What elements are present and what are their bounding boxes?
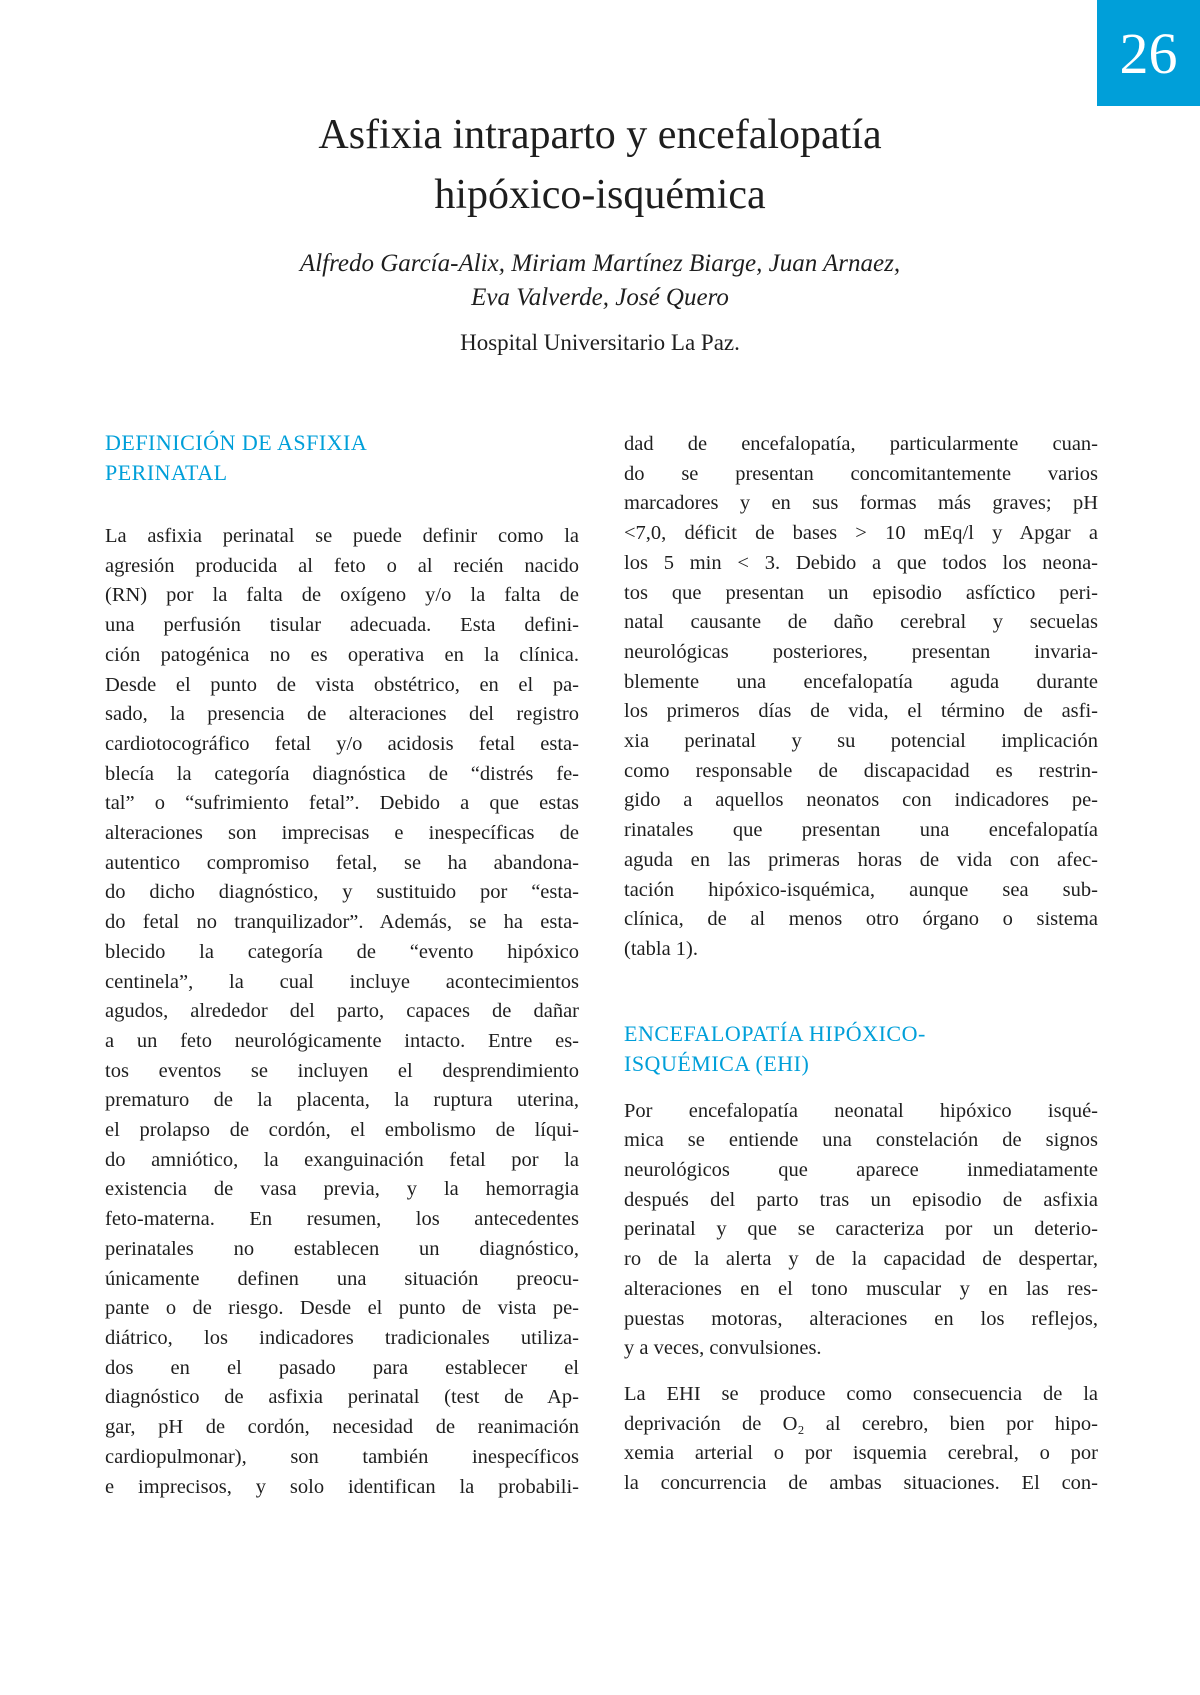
heading-line: DEFINICIÓN DE ASFIXIA bbox=[105, 430, 368, 455]
text-line: do dicho diagnóstico, y sustituido por “esta- bbox=[105, 881, 579, 904]
text-line: rinatales que presentan una encefalopatía bbox=[624, 819, 1098, 842]
text-line: agudos, alrededor del parto, capaces de dañar bbox=[105, 1000, 579, 1023]
text-line: blemente una encefalopatía aguda durante bbox=[624, 670, 1098, 693]
text-line: existencia de vasa previa, y la hemorragia bbox=[105, 1178, 579, 1201]
text-line: los primeros días de vida, el término de asfi- bbox=[624, 700, 1098, 723]
left-column bbox=[105, 428, 579, 1516]
affiliation: Hospital Universitario La Paz. bbox=[460, 330, 740, 355]
authors-line: Alfredo García-Alix, Miriam Martínez Biarge, Juan Arnaez, bbox=[299, 250, 901, 277]
text-line: do fetal no tranquilizador”. Además, se ha esta- bbox=[105, 911, 579, 934]
title-line: Asfixia intraparto y encefalopatía bbox=[318, 112, 882, 158]
text-line: xia perinatal y su potencial implicación bbox=[624, 730, 1098, 753]
section-heading-ehi bbox=[624, 1019, 1098, 1079]
body-paragraph bbox=[624, 1097, 1098, 1364]
body-paragraph bbox=[105, 522, 579, 1502]
text-line: después del parto tras un episodio de asfixia bbox=[624, 1188, 1098, 1211]
text-line: mica se entiende una constelación de signos bbox=[624, 1129, 1098, 1152]
text-line: gido a aquellos neonatos con indicadores pe- bbox=[624, 789, 1098, 812]
text-line: tos eventos se incluyen el desprendimiento bbox=[105, 1059, 579, 1082]
title-line: hipóxico-isquémica bbox=[434, 172, 766, 218]
heading-line: ISQUÉMICA (EHI) bbox=[624, 1050, 810, 1076]
text-line: (RN) por la falta de oxígeno y/o la falta de bbox=[105, 584, 579, 607]
text-line: a un feto neurológicamente intacto. Entre es- bbox=[105, 1029, 579, 1052]
right-column bbox=[624, 430, 1098, 1513]
body-paragraph bbox=[624, 430, 1098, 965]
text-line: una perfusión tisular adecuada. Esta defini- bbox=[105, 614, 579, 637]
text-line: clínica, de al menos otro órgano o sistema bbox=[624, 908, 1098, 931]
text-line: tación hipóxico-isquémica, aunque sea sub- bbox=[624, 878, 1098, 901]
text-line: pante o de riesgo. Desde el punto de vista pe- bbox=[105, 1297, 579, 1320]
text-line: alteraciones son imprecisas e inespecíficas de bbox=[105, 822, 579, 845]
text-line: marcadores y en sus formas más graves; pH bbox=[624, 492, 1098, 515]
section-heading-definicion bbox=[105, 428, 579, 488]
text-line: <7,0, déficit de bases > 10 mEq/l y Apgar a bbox=[624, 522, 1098, 545]
text-line: diátrico, los indicadores tradicionales utiliza- bbox=[105, 1326, 579, 1349]
text-line: ro de la alerta y de la capacidad de despertar, bbox=[624, 1248, 1098, 1271]
text-line: prematuro de la placenta, la ruptura uterina, bbox=[105, 1089, 579, 1112]
text-line: Por encefalopatía neonatal hipóxico isqué- bbox=[624, 1099, 1098, 1122]
text-line: ción patogénica no es operativa en la clínica. bbox=[105, 643, 579, 666]
text-line: puestas motoras, alteraciones en los reflejos, bbox=[624, 1307, 1098, 1330]
chapter-number-badge: 26 bbox=[1097, 0, 1200, 106]
heading-line: ENCEFALOPATÍA HIPÓXICO- bbox=[624, 1020, 926, 1046]
text-line: diagnóstico de asfixia perinatal (test de Ap- bbox=[105, 1386, 579, 1409]
text-line: gar, pH de cordón, necesidad de reanimación bbox=[105, 1416, 579, 1439]
text-line: perinatales no establecen un diagnóstico, bbox=[105, 1237, 579, 1260]
text-line: feto-materna. En resumen, los antecedentes bbox=[105, 1208, 579, 1231]
text-line: xemia arterial o por isquemia cerebral, o por bbox=[624, 1442, 1098, 1465]
text-line: sado, la presencia de alteraciones del registro bbox=[105, 703, 579, 726]
text-line: blecía la categoría diagnóstica de “distrés fe- bbox=[105, 762, 579, 785]
text-line: e imprecisos, y solo identifican la probabili- bbox=[105, 1475, 579, 1498]
text-line: tal” o “sufrimiento fetal”. Debido a que estas bbox=[105, 792, 579, 815]
text-line: neurológicos que aparece inmediatamente bbox=[624, 1159, 1098, 1182]
body-paragraph bbox=[624, 1380, 1098, 1499]
text-line: La asfixia perinatal se puede definir como la bbox=[105, 525, 579, 547]
chapter-title bbox=[110, 105, 1090, 225]
text-line: do se presentan concomitantemente varios bbox=[624, 462, 1098, 485]
text-line: agresión producida al feto o al recién nacido bbox=[105, 554, 579, 577]
heading-line: PERINATAL bbox=[105, 460, 228, 485]
text-line: y a veces, convulsiones. bbox=[624, 1337, 822, 1360]
text-line: centinela”, la cual incluye acontecimientos bbox=[105, 970, 579, 993]
text-line: perinatal y que se caracteriza por un deterio- bbox=[624, 1218, 1098, 1241]
text-line: como responsable de discapacidad es restrin- bbox=[624, 759, 1098, 782]
authors bbox=[110, 247, 1090, 315]
text-line: cardiopulmonar), son también inespecíficos bbox=[105, 1445, 579, 1468]
text-line: alteraciones en el tono muscular y en las res- bbox=[624, 1277, 1098, 1300]
text-line: los 5 min < 3. Debido a que todos los neona- bbox=[624, 551, 1098, 574]
text-line: aguda en las primeras horas de vida con afec- bbox=[624, 848, 1098, 871]
text-line: blecido la categoría de “evento hipóxico bbox=[105, 940, 579, 963]
text-line: la concurrencia de ambas situaciones. El con- bbox=[624, 1472, 1098, 1495]
text-line: autentico compromiso fetal, se ha abandona- bbox=[105, 851, 579, 874]
text-line: (tabla 1). bbox=[624, 937, 698, 960]
text-line: do amniótico, la exanguinación fetal por la bbox=[105, 1148, 579, 1171]
text-line: el prolapso de cordón, el embolismo de líqui- bbox=[105, 1119, 579, 1142]
text-line: La EHI se produce como consecuencia de la bbox=[624, 1382, 1098, 1405]
text-line: tos que presentan un episodio asfíctico peri- bbox=[624, 581, 1098, 604]
text-line: dad de encefalopatía, particularmente cuan- bbox=[624, 433, 1098, 455]
authors-line: Eva Valverde, José Quero bbox=[471, 284, 729, 311]
text-line: neurológicas posteriores, presentan invaria- bbox=[624, 640, 1098, 663]
text-line: natal causante de daño cerebral y secuelas bbox=[624, 611, 1098, 634]
text-line: deprivación de O₂ al cerebro, bien por hipo- bbox=[624, 1412, 1098, 1435]
text-line: cardiotocográfico fetal y/o acidosis fetal esta- bbox=[105, 732, 579, 755]
text-line: únicamente definen una situación preocu- bbox=[105, 1267, 579, 1290]
text-line: Desde el punto de vista obstétrico, en el pa- bbox=[105, 673, 579, 696]
text-line: dos en el pasado para establecer el bbox=[105, 1356, 579, 1379]
